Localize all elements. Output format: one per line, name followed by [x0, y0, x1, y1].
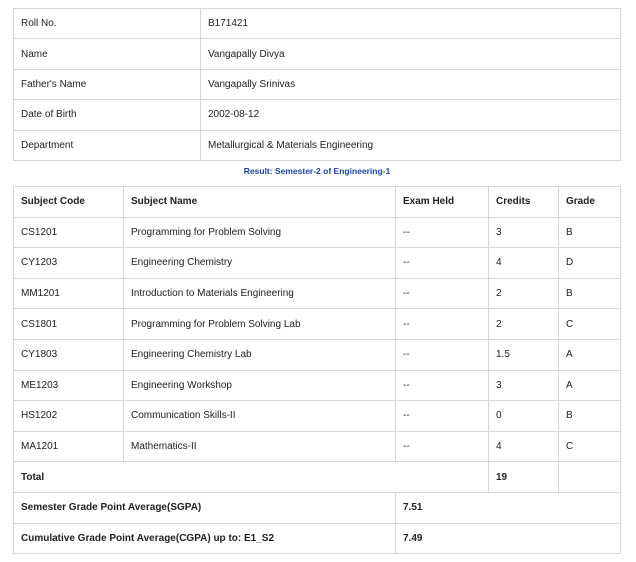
- subject-name-cell: Engineering Chemistry: [124, 248, 396, 279]
- credits-cell: 0: [489, 401, 559, 432]
- sgpa-label: Semester Grade Point Average(SGPA): [14, 492, 396, 523]
- column-header-credits: Credits: [489, 187, 559, 218]
- info-label: Name: [14, 39, 201, 69]
- info-row-roll-no: [14, 9, 621, 39]
- grade-cell: D: [559, 248, 621, 279]
- cgpa-row: [14, 523, 621, 554]
- date-of-birth-value: 2002-08-12: [201, 100, 621, 130]
- subject-name-cell: Introduction to Materials Engineering: [124, 278, 396, 309]
- column-header-subject-name: Subject Name: [124, 187, 396, 218]
- info-row-name: [14, 39, 621, 69]
- sgpa-row: [14, 492, 621, 523]
- column-header-subject-code: Subject Code: [14, 187, 124, 218]
- grade-cell: A: [559, 370, 621, 401]
- grade-cell: B: [559, 278, 621, 309]
- credits-cell: 4: [489, 431, 559, 462]
- exam-held-cell: --: [396, 278, 489, 309]
- table-row: [14, 401, 621, 432]
- exam-held-cell: --: [396, 217, 489, 248]
- credits-cell: 2: [489, 309, 559, 340]
- grade-cell: C: [559, 431, 621, 462]
- table-header-row: [14, 187, 621, 218]
- subject-name-cell: Mathematics-II: [124, 431, 396, 462]
- subject-code-cell: CY1203: [14, 248, 124, 279]
- table-row: [14, 217, 621, 248]
- info-label: Father's Name: [14, 69, 201, 99]
- credits-cell: 1.5: [489, 339, 559, 370]
- table-row: [14, 309, 621, 340]
- subject-code-cell: CS1201: [14, 217, 124, 248]
- total-row: [14, 462, 621, 493]
- info-label: Roll No.: [14, 9, 201, 39]
- credits-cell: 4: [489, 248, 559, 279]
- grade-cell: B: [559, 217, 621, 248]
- subject-code-cell: CY1803: [14, 339, 124, 370]
- subject-code-cell: CS1801: [14, 309, 124, 340]
- exam-held-cell: --: [396, 339, 489, 370]
- result-title: Result: Semester-2 of Engineering-1: [243, 166, 391, 176]
- student-name-value: Vangapally Divya: [201, 39, 621, 69]
- credits-cell: 3: [489, 217, 559, 248]
- credits-cell: 2: [489, 278, 559, 309]
- total-grade-empty: [559, 462, 621, 493]
- cgpa-value: 7.49: [396, 523, 621, 554]
- table-row: [14, 248, 621, 279]
- exam-held-cell: --: [396, 401, 489, 432]
- subject-name-cell: Communication Skills-II: [124, 401, 396, 432]
- subject-name-cell: Programming for Problem Solving Lab: [124, 309, 396, 340]
- subject-code-cell: ME1203: [14, 370, 124, 401]
- student-info-table: [13, 8, 621, 161]
- info-label: Date of Birth: [14, 100, 201, 130]
- subject-name-cell: Engineering Workshop: [124, 370, 396, 401]
- table-row: [14, 339, 621, 370]
- exam-held-cell: --: [396, 431, 489, 462]
- info-label: Department: [14, 130, 201, 160]
- grade-cell: C: [559, 309, 621, 340]
- grades-table: [13, 186, 621, 554]
- total-credits: 19: [489, 462, 559, 493]
- column-header-exam-held: Exam Held: [396, 187, 489, 218]
- total-label: Total: [14, 462, 489, 493]
- subject-name-cell: Programming for Problem Solving: [124, 217, 396, 248]
- info-row-father-name: [14, 69, 621, 99]
- subject-code-cell: MA1201: [14, 431, 124, 462]
- table-row: [14, 431, 621, 462]
- exam-held-cell: --: [396, 248, 489, 279]
- table-row: [14, 278, 621, 309]
- column-header-grade: Grade: [559, 187, 621, 218]
- table-row: [14, 370, 621, 401]
- grade-cell: A: [559, 339, 621, 370]
- subject-code-cell: MM1201: [14, 278, 124, 309]
- roll-number-value: B171421: [201, 9, 621, 39]
- cgpa-label: Cumulative Grade Point Average(CGPA) up to: E1_S2: [14, 523, 396, 554]
- department-value: Metallurgical & Materials Engineering: [201, 130, 621, 160]
- sgpa-value: 7.51: [396, 492, 621, 523]
- father-name-value: Vangapally Srinivas: [201, 69, 621, 99]
- subject-name-cell: Engineering Chemistry Lab: [124, 339, 396, 370]
- subject-code-cell: HS1202: [14, 401, 124, 432]
- info-row-date-of-birth: [14, 100, 621, 130]
- credits-cell: 3: [489, 370, 559, 401]
- exam-held-cell: --: [396, 309, 489, 340]
- info-row-department: [14, 130, 621, 160]
- exam-held-cell: --: [396, 370, 489, 401]
- grade-cell: B: [559, 401, 621, 432]
